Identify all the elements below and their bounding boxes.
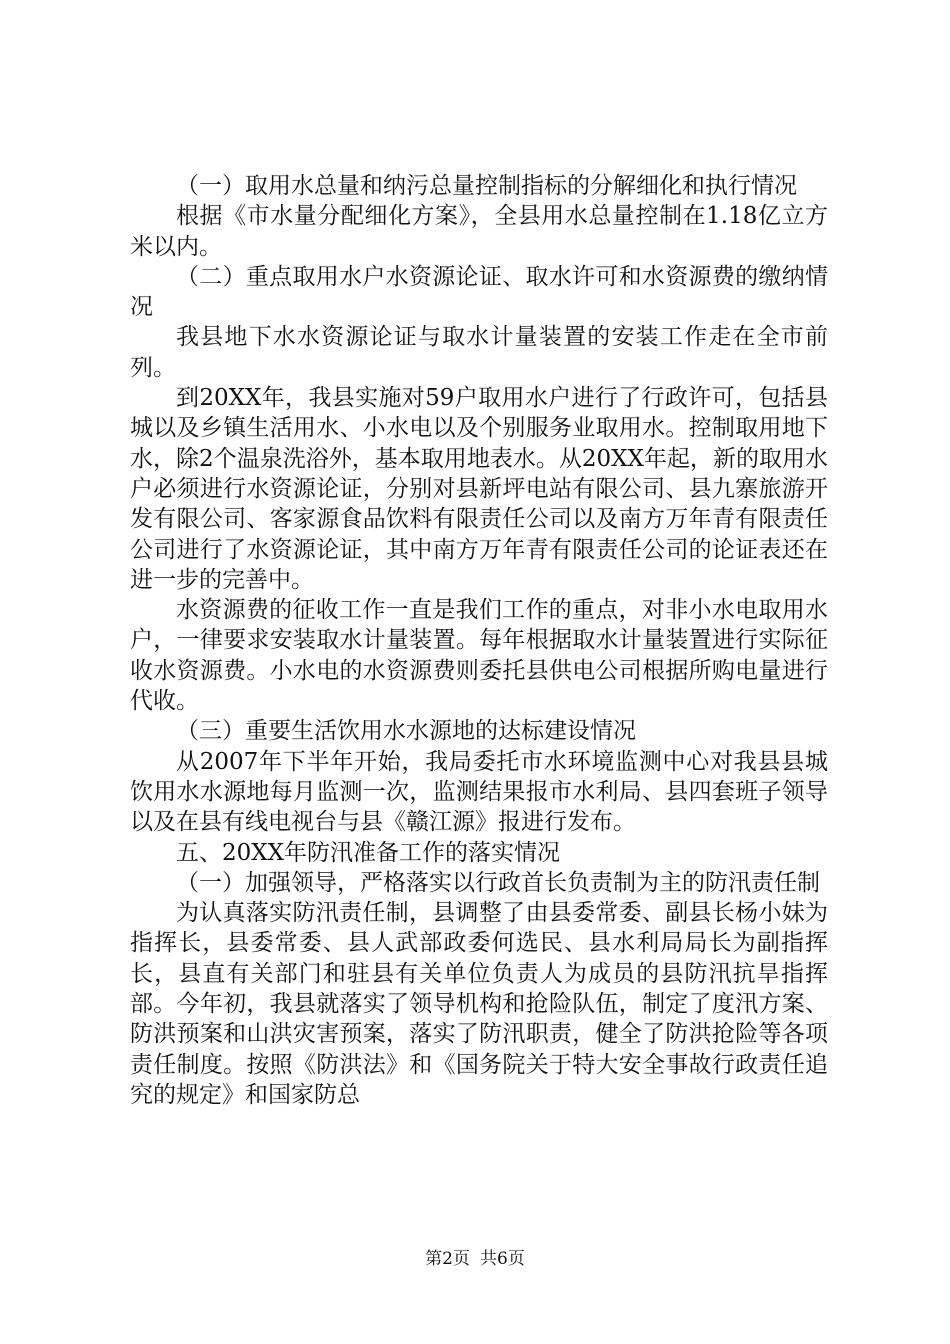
paragraph-administrative-permits: 到20XX年，我县实施对59户取用水户进行了行政许可，包括县城以及乡镇生活用水、小水电以及个别服务业取用水。控制取用地下水，除2个温泉洗浴外，基本取用地表水。从20XX年起，新的取用水户必须进行水资源论证，分别对县新坪电站有限公司、县九寨旅游开发有限公司、客家源食品饮料有限责任公司以及南方万年青有限责任公司进行了水资源论证，其中南方万年青有限责任公司的论证表还在进一步的完善中。	[130, 385, 828, 593]
subheading-water-quota: （一）取用水总量和纳污总量控制指标的分解细化和执行情况	[176, 173, 797, 199]
paragraph-groundwater: 我县地下水水资源论证与取水计量装置的安装工作走在全市前列。	[130, 324, 828, 381]
subheading-leadership: （一）加强领导，严格落实以行政首长负责制为主的防汛责任制	[176, 869, 820, 896]
page-total: 共6页	[480, 1249, 525, 1269]
paragraph-flood-command: 为认真落实防汛责任制，县调整了由县委常委、副县长杨小妹为指挥长，县委常委、县人武部政委何选民、县水利局局长为副指挥长，县直有关部门和驻县有关单位负责人为成员的县防汛抗旱指挥部。今年初，我县就落实了领导机构和抢险队伍，制定了度汛方案、防洪预案和山洪灾害预案，落实了防汛职责，健全了防洪抢险等各项责任制度。按照《防洪法》和《国务院关于特大安全事故行政责任追究的规定》和国家防总	[130, 900, 828, 1108]
paragraph-water-allocation: 根据《市水量分配细化方案》，全县用水总量控制在1.18亿立方米以内。	[130, 203, 828, 260]
subheading-water-permits: （二）重点取用水户水资源论证、取水许可和水资源费的缴纳情况	[130, 263, 828, 321]
section-heading-flood-prevention: 五、20XX年防汛准备工作的落实情况	[176, 839, 561, 866]
document-body	[130, 171, 828, 1110]
page-number: 第2页	[425, 1249, 470, 1269]
paragraph-water-fee: 水资源费的征收工作一直是我们工作的重点，对非小水电取用水户，一律要求安装取水计量装置。每年根据取水计量装置进行实际征收水资源费。小水电的水资源费则委托县供电公司根据所购电量进行代收。	[130, 597, 828, 715]
subheading-drinking-water-source: （三）重要生活饮用水水源地的达标建设情况	[176, 718, 636, 745]
paragraph-monitoring: 从2007年下半年开始，我局委托市水环境监测中心对我县县城饮用水水源地每月监测一次，监测结果报市水利局、县四套班子领导以及在县有线电视台与县《赣江源》报进行发布。	[130, 748, 828, 836]
page-footer	[0, 1244, 950, 1269]
